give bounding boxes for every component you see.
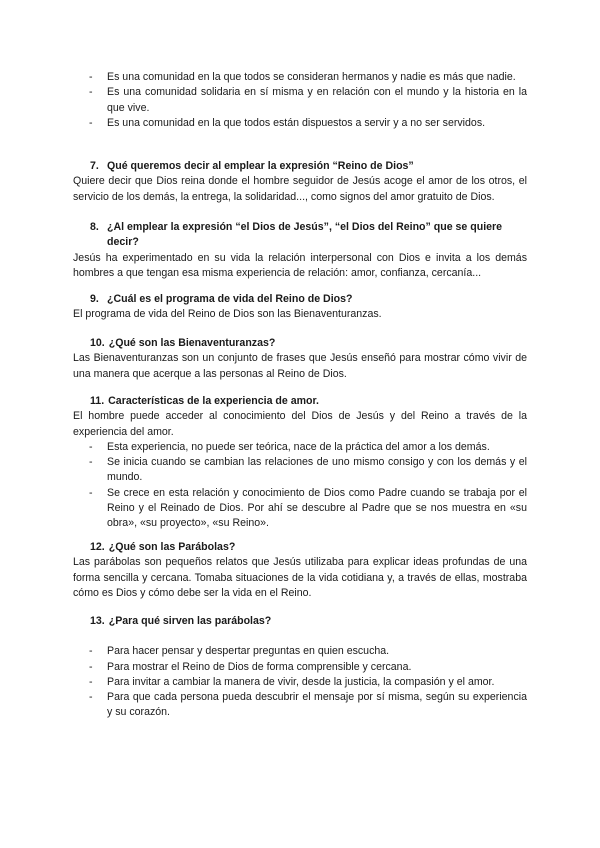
section-7 bbox=[73, 159, 527, 205]
section-10 bbox=[73, 336, 527, 382]
list-item: - Para que cada persona pueda descubrir el mensaje por sí misma, según su experiencia y su corazón. bbox=[89, 691, 527, 719]
section-body: El hombre puede acceder al conocimiento del Dios de Jesús y del Reino a través de la experiencia del amor. bbox=[73, 410, 527, 438]
section-heading: 13. ¿Para qué sirven las parábolas? bbox=[90, 615, 272, 627]
section-9 bbox=[73, 292, 527, 323]
section-body: Jesús ha experimentado en su vida la relación interpersonal con Dios e invita a los demás hombres a que tengan esa misma experiencia de relación: amor, confianza, cercanía... bbox=[73, 251, 527, 279]
section-body: Las parábolas son pequeños relatos que Jesús utilizaba para explicar ideas profundas de una forma sencilla y cercana. Tomaba situaciones de la vida cotidiana y, a través de ellas, mostraba cómo es Dios y cómo debe ser la vida en el Reino. bbox=[73, 556, 527, 599]
list-item: - Para hacer pensar y despertar preguntas en quien escucha. bbox=[89, 645, 390, 658]
section-heading: 9. ¿Cuál es el programa de vida del Reino de Dios? bbox=[90, 293, 353, 305]
section-heading: 12. ¿Qué son las Parábolas? bbox=[90, 541, 236, 553]
list-item: - Para invitar a cambiar la manera de vivir, desde la justicia, la compasión y el amor. bbox=[89, 675, 495, 688]
intro-list bbox=[73, 70, 527, 131]
section-12 bbox=[73, 540, 527, 601]
list-item: - Es una comunidad en la que todos se consideran hermanos y nadie es más que nadie. bbox=[89, 71, 516, 83]
list-item: - Se inicia cuando se cambian las relaciones de uno mismo consigo y con los demás y el mundo. bbox=[89, 456, 527, 484]
list-item: - Es una comunidad en la que todos están dispuestos a servir y a no ser servidos. bbox=[89, 116, 486, 129]
section-heading: 8. ¿Al emplear la expresión “el Dios de Jesús”, “el Dios del Reino” que se quiere decir? bbox=[90, 221, 503, 249]
list-item: - Es una comunidad solidaria en sí misma y en relación con el mundo y la historia en la que vive. bbox=[89, 86, 527, 114]
section-body: Quiere decir que Dios reina donde el hombre seguidor de Jesús acoge el amor de los otros, el servicio de los demás, la entrega, la solidaridad..., como signos del amor gratuito de Dios. bbox=[73, 175, 527, 203]
section-heading: 7. Qué queremos decir al emplear la expresión “Reino de Dios” bbox=[90, 160, 414, 172]
list-item: - Se crece en esta relación y conocimiento de Dios como Padre cuando se trabaja por el Reino y el Reinado de Dios. Por ahí se descubre al Padre que se nos muestra en «su obra», «su proyecto», «su Reino». bbox=[89, 486, 527, 530]
section-11 bbox=[73, 394, 527, 532]
list-item: - Esta experiencia, no puede ser teórica, nace de la práctica del amor a los demás. bbox=[89, 440, 490, 453]
section-heading: 10. ¿Qué son las Bienaventuranzas? bbox=[90, 337, 276, 349]
section-body: El programa de vida del Reino de Dios son las Bienaventuranzas. bbox=[73, 308, 382, 321]
section-heading: 11. Características de la experiencia de amor. bbox=[90, 395, 319, 407]
section-8 bbox=[73, 220, 527, 281]
section-body: Las Bienaventuranzas son un conjunto de frases que Jesús enseñó para mostrar cómo vivir de una manera que acerque a las personas al Reino de Dios. bbox=[73, 352, 527, 380]
section-13 bbox=[73, 614, 527, 721]
list-item: - Para mostrar el Reino de Dios de forma comprensible y cercana. bbox=[89, 660, 412, 673]
